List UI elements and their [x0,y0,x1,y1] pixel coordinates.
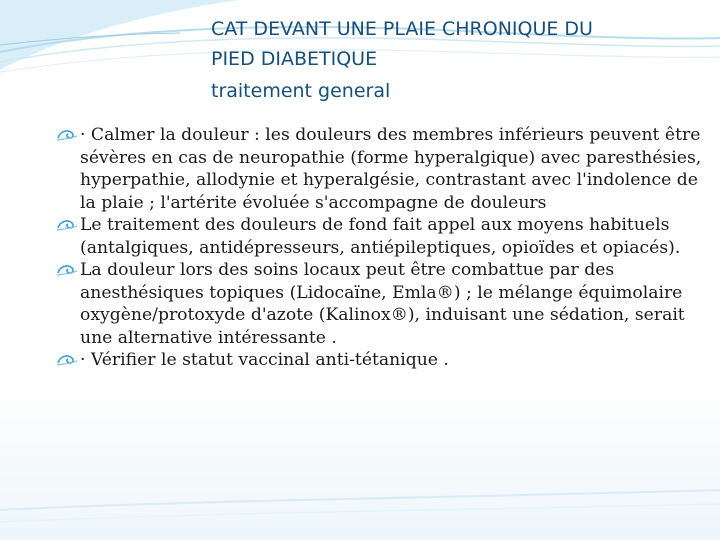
bullet-item [56,259,718,349]
slide-title-line-2: PIED DIABETIQUE [211,48,378,70]
bullet-text: Le traitement des douleurs de fond fait appel aux moyens habituels (antalgiques, antidépresseurs, antiépileptiques, opioïdes et opiacés). [80,215,681,258]
swirl-bullet-icon [56,353,78,367]
swirl-bullet-icon [56,218,78,232]
bullet-text: · Calmer la douleur : les douleurs des membres inférieurs peuvent être sévères en cas de neuropathie (forme hyperalgique) avec paresthésies, hyperpathie, allodynie et hyperalgésie, contrastant avec l'indolence de la plaie ; l'artérite évoluée s'accompagne de douleurs [80,125,702,213]
swirl-bullet-icon [56,128,78,142]
bullet-text: La douleur lors des soins locaux peut être combattue par des anesthésiques topiques (Lidocaïne, Emla®) ; le mélange équimolaire oxygène/protoxyde d'azote (Kalinox®), induisant une sédation, serait une alternative intéressante . [80,260,685,348]
swirl-bullet-icon [56,263,78,277]
bullet-list [56,124,718,372]
slide-title-line-1: CAT DEVANT UNE PLAIE CHRONIQUE DU [211,18,593,40]
bullet-item [56,214,718,259]
slide-subtitle: traitement general [211,80,391,102]
decorative-swoosh-bottom [0,470,720,540]
bullet-item [56,124,718,214]
bullet-text: · Vérifier le statut vaccinal anti-tétanique . [80,350,449,370]
slide-title-block [211,14,711,106]
bullet-item [56,349,718,372]
